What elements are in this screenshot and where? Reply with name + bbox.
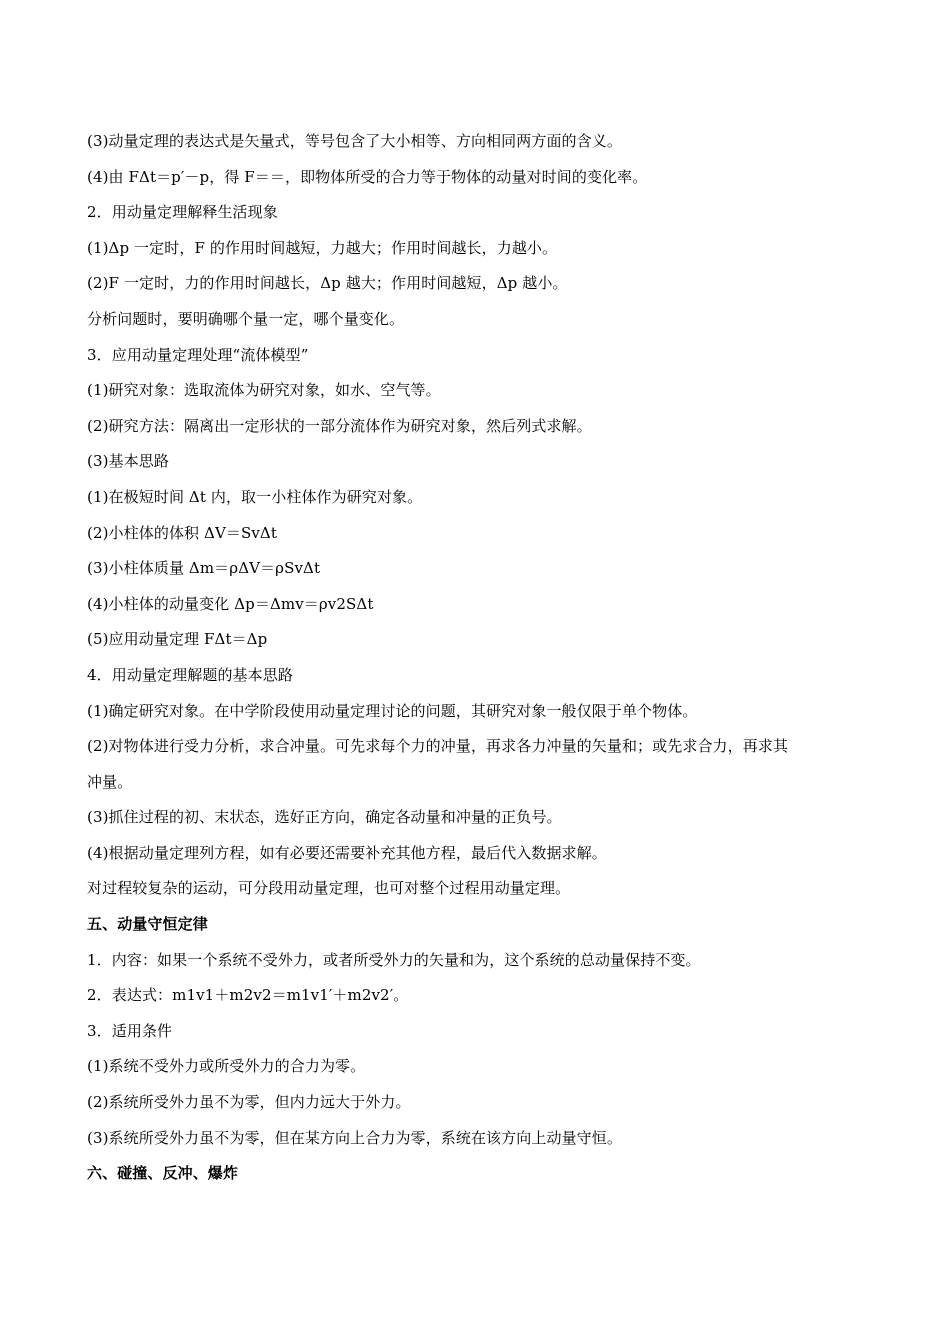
text-line: 分析问题时，要明确哪个量一定，哪个量变化。 <box>87 309 405 328</box>
text-line: (1)研究对象：选取流体为研究对象，如水、空气等。 <box>87 381 441 400</box>
text-line: (2)小柱体的体积 ΔV＝SvΔt <box>87 523 277 542</box>
text-line: 对过程较复杂的运动，可分段用动量定理，也可对整个过程用动量定理。 <box>87 879 571 898</box>
subsection-heading: 2．用动量定理解释生活现象 <box>87 203 278 222</box>
text-line: (4)根据动量定理列方程，如有必要还需要补充其他方程，最后代入数据求解。 <box>87 843 607 862</box>
text-line: (1)确定研究对象。在中学阶段使用动量定理讨论的问题，其研究对象一般仅限于单个物体。 <box>87 701 698 720</box>
document-page <box>87 124 867 1192</box>
subsection-heading: 3．适用条件 <box>87 1021 173 1040</box>
text-line: 冲量。 <box>87 772 133 791</box>
text-line: (4)由 FΔt＝p′－p，得 F＝＝，即物体所受的合力等于物体的动量对时间的变化率。 <box>87 167 648 186</box>
text-line: (2)F 一定时，力的作用时间越长，Δp 越大；作用时间越短，Δp 越小。 <box>87 274 568 293</box>
text-line: 1．内容：如果一个系统不受外力，或者所受外力的矢量和为，这个系统的总动量保持不变。 <box>87 950 701 969</box>
subsection-heading: 3．应用动量定理处理“流体模型” <box>87 345 309 364</box>
section-heading: 六、碰撞、反冲、爆炸 <box>87 1164 239 1183</box>
text-line: (1)Δp 一定时，F 的作用时间越短，力越大；作用时间越长，力越小。 <box>87 238 558 257</box>
section-heading: 五、动量守恒定律 <box>87 915 208 934</box>
text-line: (3)系统所受外力虽不为零，但在某方向上合力为零，系统在该方向上动量守恒。 <box>87 1128 622 1147</box>
text-line: (2)对物体进行受力分析，求合冲量。可先求每个力的冲量，再求各力冲量的矢量和；或先求合力，再求其 <box>87 737 789 756</box>
text-line: (1)系统不受外力或所受外力的合力为零。 <box>87 1057 366 1076</box>
text-line: (3)抓住过程的初、末状态，选好正方向，确定各动量和冲量的正负号。 <box>87 808 562 827</box>
text-line: (3)动量定理的表达式是矢量式，等号包含了大小相等、方向相同两方面的含义。 <box>87 132 622 150</box>
subsection-heading: 4．用动量定理解题的基本思路 <box>87 665 293 684</box>
text-line: (5)应用动量定理 FΔt＝Δp <box>87 630 268 649</box>
text-line: (3)基本思路 <box>87 452 169 471</box>
text-line: (1)在极短时间 Δt 内，取一小柱体作为研究对象。 <box>87 487 423 506</box>
text-line: (2)系统所受外力虽不为零，但内力远大于外力。 <box>87 1093 411 1112</box>
text-line: (2)研究方法：隔离出一定形状的一部分流体作为研究对象，然后列式求解。 <box>87 416 592 435</box>
text-line: (3)小柱体质量 Δm＝ρΔV＝ρSvΔt <box>87 559 321 578</box>
text-line: (4)小柱体的动量变化 Δp＝Δmv＝ρv2SΔt <box>87 594 374 613</box>
text-line: 2．表达式：m1v1＋m2v2＝m1v1′＋m2v2′。 <box>87 986 409 1005</box>
